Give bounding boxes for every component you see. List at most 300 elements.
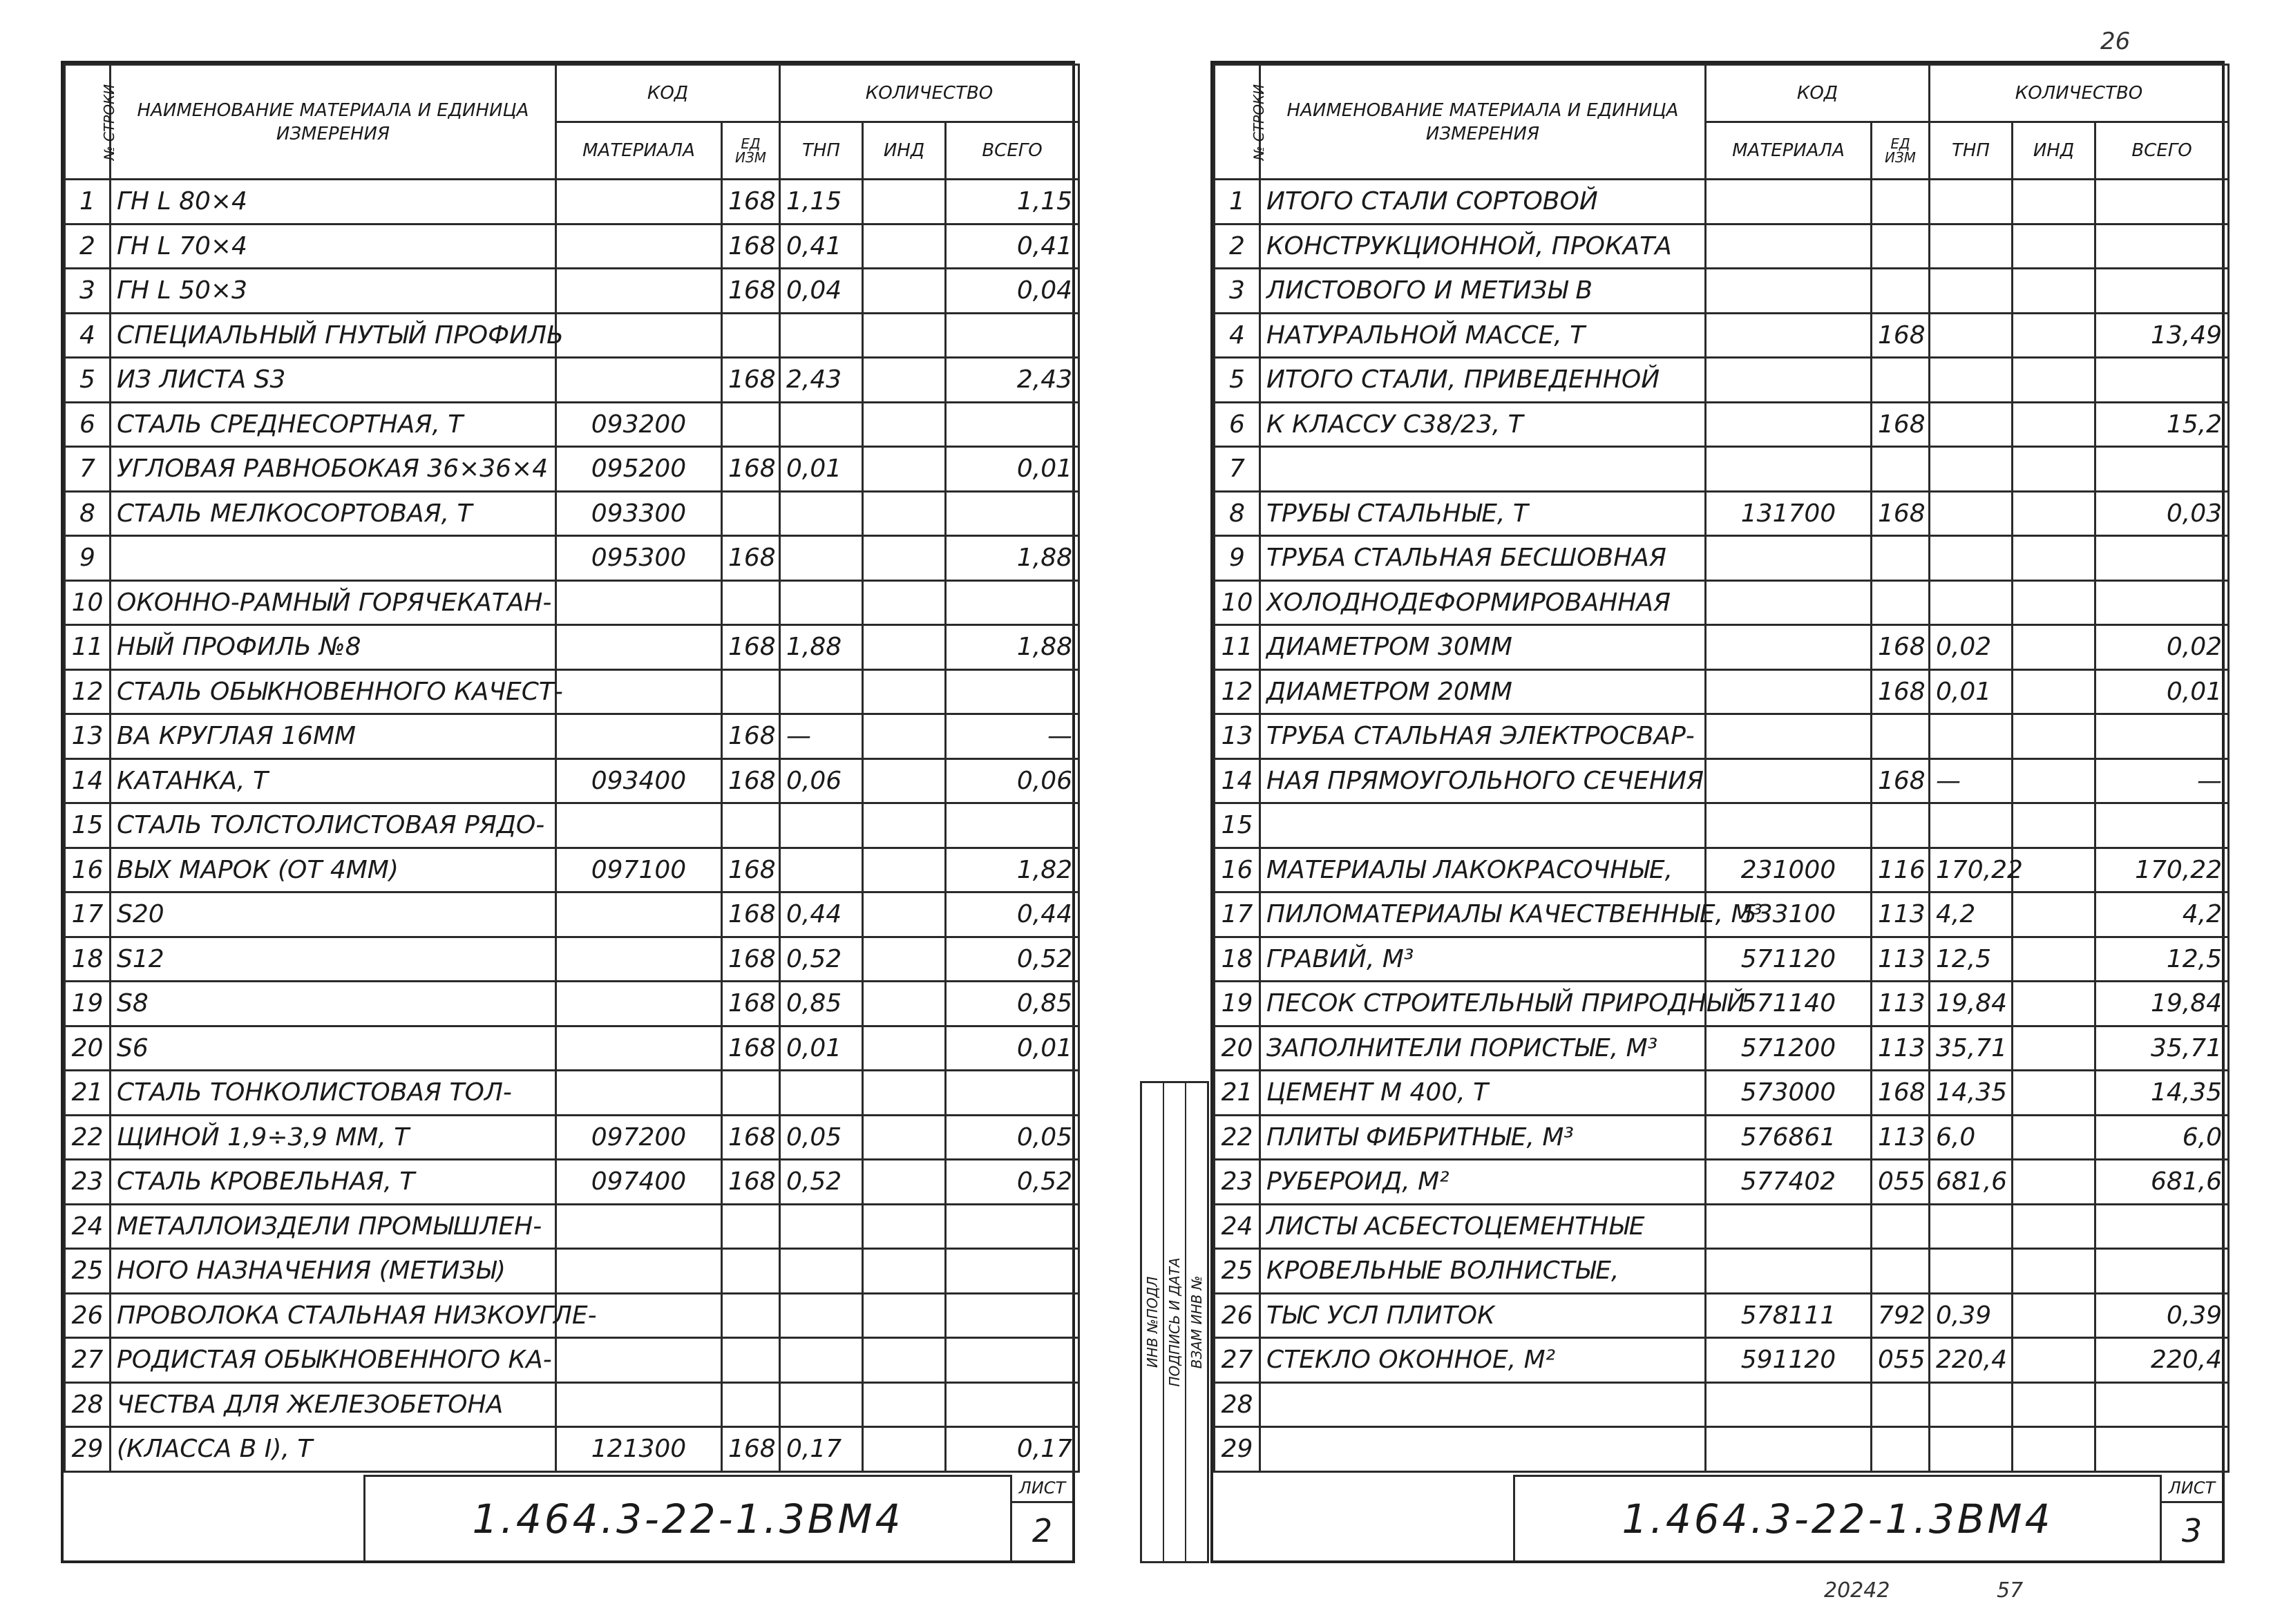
unit-code: 168 <box>722 937 780 982</box>
unit-code <box>722 402 780 447</box>
material-code: 576861 <box>1706 1115 1872 1160</box>
table-row <box>1215 269 2229 314</box>
qty-ind <box>863 180 946 225</box>
qty-typ <box>780 402 863 447</box>
unit-code: 113 <box>1872 1115 1930 1160</box>
unit-code <box>722 313 780 358</box>
table-row <box>1215 1382 2229 1427</box>
material-name: ВЫХ МАРОК (ОТ 4ММ) <box>111 848 556 892</box>
qty-ind <box>2013 937 2095 982</box>
qty-typ: — <box>1930 758 2013 803</box>
table-row <box>1215 669 2229 714</box>
material-code <box>556 1249 722 1294</box>
qty-typ <box>1930 180 2013 225</box>
material-name: СТАЛЬ СРЕДНЕСОРТНАЯ, Т <box>111 402 556 447</box>
qty-typ: 0,44 <box>780 892 863 937</box>
material-code: 093300 <box>556 491 722 536</box>
qty-total: 19,84 <box>2095 982 2229 1026</box>
material-code: 578111 <box>1706 1293 1872 1338</box>
qty-typ: 0,01 <box>1930 669 2013 714</box>
qty-typ: 0,06 <box>780 758 863 803</box>
row-number: 14 <box>1215 758 1260 803</box>
table-row <box>65 982 1079 1026</box>
qty-typ <box>780 313 863 358</box>
qty-typ: 1,88 <box>780 625 863 670</box>
unit-code: 168 <box>1872 313 1930 358</box>
qty-total: 0,03 <box>2095 491 2229 536</box>
qty-ind <box>863 402 946 447</box>
row-number: 10 <box>1215 580 1260 625</box>
unit-code <box>722 669 780 714</box>
sidebar-column-replacement <box>1186 1083 1207 1561</box>
header-qty-typ: ТНП <box>1930 122 2013 180</box>
material-name: ЛИСТОВОГО И МЕТИЗЫ В <box>1260 269 1706 314</box>
row-number: 23 <box>1215 1160 1260 1205</box>
sheet-label-left: ЛИСТ <box>1012 1475 1072 1503</box>
qty-total <box>946 491 1079 536</box>
qty-ind <box>863 1249 946 1294</box>
material-name: ИЗ ЛИСТА S3 <box>111 358 556 403</box>
header-row-no: № СТРОКИ <box>1215 65 1260 180</box>
qty-typ <box>780 491 863 536</box>
qty-total: 12,5 <box>2095 937 2229 982</box>
material-code <box>1706 313 1872 358</box>
table-row <box>1215 313 2229 358</box>
unit-code <box>1872 1427 1930 1472</box>
material-name: ЗАПОЛНИТЕЛИ ПОРИСТЫЕ, М³ <box>1260 1026 1706 1071</box>
qty-typ <box>780 669 863 714</box>
qty-typ: 4,2 <box>1930 892 2013 937</box>
table-row <box>65 937 1079 982</box>
qty-ind <box>2013 1293 2095 1338</box>
qty-ind <box>863 848 946 892</box>
unit-code: 055 <box>1872 1160 1930 1205</box>
title-block-right <box>1513 1475 2160 1560</box>
qty-total <box>2095 224 2229 269</box>
material-code: 571120 <box>1706 937 1872 982</box>
material-name: ТРУБА СТАЛЬНАЯ БЕСШОВНАЯ <box>1260 536 1706 581</box>
qty-ind <box>2013 714 2095 759</box>
material-code <box>556 937 722 982</box>
material-code <box>556 180 722 225</box>
qty-typ <box>1930 1382 2013 1427</box>
table-row <box>65 358 1079 403</box>
qty-ind <box>863 358 946 403</box>
qty-total: 0,05 <box>946 1115 1079 1160</box>
row-number: 11 <box>1215 625 1260 670</box>
header-qty: КОЛИЧЕСТВО <box>780 65 1079 122</box>
unit-code <box>722 1338 780 1383</box>
table-row <box>1215 180 2229 225</box>
row-number: 8 <box>65 491 111 536</box>
header-row-no: № СТРОКИ <box>65 65 111 180</box>
unit-code: 113 <box>1872 982 1930 1026</box>
material-name: РОДИСТАЯ ОБЫКНОВЕННОГО КА- <box>111 1338 556 1383</box>
row-number: 25 <box>1215 1249 1260 1294</box>
row-number: 5 <box>1215 358 1260 403</box>
qty-typ <box>1930 803 2013 848</box>
material-name: ДИАМЕТРОМ 30ММ <box>1260 625 1706 670</box>
header-qty-ind: ИНД <box>863 122 946 180</box>
qty-ind <box>2013 1427 2095 1472</box>
qty-total: 0,02 <box>2095 625 2229 670</box>
material-name <box>1260 1427 1706 1472</box>
qty-typ: 0,01 <box>780 447 863 492</box>
unit-code: 116 <box>1872 848 1930 892</box>
unit-code: 168 <box>722 224 780 269</box>
material-code: 231000 <box>1706 848 1872 892</box>
material-name: К КЛАССУ С38/23, Т <box>1260 402 1706 447</box>
table-row <box>65 536 1079 581</box>
row-number: 6 <box>1215 402 1260 447</box>
table-row <box>65 402 1079 447</box>
qty-ind <box>2013 803 2095 848</box>
sheet-number-left: 2 <box>1032 1512 1053 1549</box>
material-code: 591120 <box>1706 1338 1872 1383</box>
qty-total <box>2095 803 2229 848</box>
sheet-number-right: 3 <box>2181 1512 2203 1549</box>
row-number: 2 <box>65 224 111 269</box>
qty-total <box>2095 447 2229 492</box>
doc-code-left: 1.464.3-22-1.3ВМ4 <box>472 1495 904 1542</box>
table-row <box>65 1427 1079 1472</box>
qty-ind <box>2013 1249 2095 1294</box>
material-code: 571140 <box>1706 982 1872 1026</box>
header-qty: КОЛИЧЕСТВО <box>1930 65 2229 122</box>
spec-table-left <box>64 64 1080 1473</box>
table-row <box>65 892 1079 937</box>
qty-total: 0,01 <box>2095 669 2229 714</box>
qty-ind <box>863 1427 946 1472</box>
material-code <box>556 1338 722 1383</box>
material-code: 121300 <box>556 1427 722 1472</box>
qty-total: 1,88 <box>946 625 1079 670</box>
spec-table-right <box>1213 64 2230 1473</box>
material-name: S12 <box>111 937 556 982</box>
qty-total <box>946 313 1079 358</box>
material-code: 573000 <box>1706 1071 1872 1116</box>
material-code <box>556 1204 722 1249</box>
material-name: ЩИНОЙ 1,9÷3,9 ММ, Т <box>111 1115 556 1160</box>
qty-ind <box>2013 580 2095 625</box>
row-number: 5 <box>65 358 111 403</box>
material-name: ПИЛОМАТЕРИАЛЫ КАЧЕСТВЕННЫЕ, М³ <box>1260 892 1706 937</box>
qty-total <box>946 580 1079 625</box>
unit-code: 113 <box>1872 937 1930 982</box>
unit-code: 055 <box>1872 1338 1930 1383</box>
unit-code <box>1872 1249 1930 1294</box>
unit-code <box>1872 1204 1930 1249</box>
material-code: 093400 <box>556 758 722 803</box>
material-code <box>556 224 722 269</box>
page-mark-bottom-right: 57 <box>1997 1578 2024 1603</box>
material-name <box>111 536 556 581</box>
unit-code: 168 <box>1872 758 1930 803</box>
unit-code <box>1872 580 1930 625</box>
qty-typ: 220,4 <box>1930 1338 2013 1383</box>
material-name: (КЛАССА В I), Т <box>111 1427 556 1472</box>
unit-code: 168 <box>722 447 780 492</box>
header-code-material: МАТЕРИАЛА <box>1706 122 1872 180</box>
material-name: РУБЕРОИД, М² <box>1260 1160 1706 1205</box>
qty-ind <box>863 1293 946 1338</box>
unit-code: 168 <box>722 982 780 1026</box>
row-number: 21 <box>1215 1071 1260 1116</box>
row-number: 28 <box>65 1382 111 1427</box>
table-row <box>65 669 1079 714</box>
table-row <box>1215 803 2229 848</box>
row-number: 26 <box>65 1293 111 1338</box>
sheet-right <box>1210 61 2225 1563</box>
table-row <box>65 1026 1079 1071</box>
qty-typ <box>780 1382 863 1427</box>
table-row <box>1215 1338 2229 1383</box>
row-number: 18 <box>65 937 111 982</box>
qty-typ: 170,22 <box>1930 848 2013 892</box>
qty-typ <box>780 848 863 892</box>
qty-total <box>2095 1249 2229 1294</box>
row-number: 9 <box>1215 536 1260 581</box>
unit-code <box>722 803 780 848</box>
qty-total <box>946 1204 1079 1249</box>
material-name: СТЕКЛО ОКОННОЕ, М² <box>1260 1338 1706 1383</box>
material-code: 097400 <box>556 1160 722 1205</box>
table-row <box>1215 758 2229 803</box>
material-name: МАТЕРИАЛЫ ЛАКОКРАСОЧНЫЕ, <box>1260 848 1706 892</box>
qty-ind <box>2013 536 2095 581</box>
material-code <box>556 1026 722 1071</box>
qty-ind <box>863 313 946 358</box>
qty-ind <box>863 491 946 536</box>
qty-ind <box>863 758 946 803</box>
table-row <box>1215 447 2229 492</box>
material-code <box>556 580 722 625</box>
material-name: ВА КРУГЛАЯ 16ММ <box>111 714 556 759</box>
qty-ind <box>2013 358 2095 403</box>
qty-typ <box>1930 1249 2013 1294</box>
qty-ind <box>863 1338 946 1383</box>
material-code <box>1706 1382 1872 1427</box>
qty-ind <box>863 982 946 1026</box>
qty-total <box>946 1338 1079 1383</box>
material-code: 095300 <box>556 536 722 581</box>
qty-typ: 12,5 <box>1930 937 2013 982</box>
material-name <box>1260 1382 1706 1427</box>
header-code-unit: ЕД ИЗМ <box>722 122 780 180</box>
header-name: НАИМЕНОВАНИЕ МАТЕРИАЛА И ЕДИНИЦА ИЗМЕРЕНИЯ <box>111 65 556 180</box>
material-name: УГЛОВАЯ РАВНОБОКАЯ 36×36×4 <box>111 447 556 492</box>
material-name: ТРУБА СТАЛЬНАЯ ЭЛЕКТРОСВАР- <box>1260 714 1706 759</box>
qty-total: — <box>946 714 1079 759</box>
qty-total: 0,01 <box>946 1026 1079 1071</box>
row-number: 13 <box>1215 714 1260 759</box>
table-row <box>1215 536 2229 581</box>
material-name: НОГО НАЗНАЧЕНИЯ (МЕТИЗЫ) <box>111 1249 556 1294</box>
table-row <box>1215 848 2229 892</box>
qty-typ: 2,43 <box>780 358 863 403</box>
material-code <box>556 269 722 314</box>
qty-ind <box>2013 1204 2095 1249</box>
table-row <box>65 803 1079 848</box>
header-name: НАИМЕНОВАНИЕ МАТЕРИАЛА И ЕДИНИЦА ИЗМЕРЕНИЯ <box>1260 65 1706 180</box>
material-code <box>556 1382 722 1427</box>
qty-typ: 35,71 <box>1930 1026 2013 1071</box>
material-code: 577402 <box>1706 1160 1872 1205</box>
row-number: 22 <box>65 1115 111 1160</box>
qty-total <box>946 1071 1079 1116</box>
material-code <box>556 358 722 403</box>
unit-code: 113 <box>1872 1026 1930 1071</box>
unit-code <box>1872 803 1930 848</box>
material-code <box>556 625 722 670</box>
qty-total: 35,71 <box>2095 1026 2229 1071</box>
qty-ind <box>2013 758 2095 803</box>
unit-code <box>1872 358 1930 403</box>
qty-ind <box>2013 447 2095 492</box>
qty-total <box>2095 269 2229 314</box>
material-code: 093200 <box>556 402 722 447</box>
unit-code: 168 <box>722 1115 780 1160</box>
qty-ind <box>2013 892 2095 937</box>
material-name: ТЫС УСЛ ПЛИТОК <box>1260 1293 1706 1338</box>
table-row <box>65 224 1079 269</box>
qty-total: 681,6 <box>2095 1160 2229 1205</box>
qty-typ <box>780 1204 863 1249</box>
material-code <box>556 982 722 1026</box>
qty-typ <box>1930 358 2013 403</box>
table-row <box>1215 982 2229 1026</box>
material-name: ОКОННО-РАМНЫЙ ГОРЯЧЕКАТАН- <box>111 580 556 625</box>
qty-ind <box>863 1026 946 1071</box>
header-qty-typ: ТНП <box>780 122 863 180</box>
qty-total: 4,2 <box>2095 892 2229 937</box>
material-name: S20 <box>111 892 556 937</box>
qty-typ <box>780 1249 863 1294</box>
material-code <box>1706 803 1872 848</box>
material-code <box>1706 1204 1872 1249</box>
material-code <box>556 714 722 759</box>
qty-ind <box>863 669 946 714</box>
qty-typ: 6,0 <box>1930 1115 2013 1160</box>
table-row <box>65 1382 1079 1427</box>
material-name: ПРОВОЛОКА СТАЛЬНАЯ НИЗКОУГЛЕ- <box>111 1293 556 1338</box>
row-number: 15 <box>65 803 111 848</box>
sidebar-label-signature: ПОДПИСЬ И ДАТА <box>1166 1257 1183 1387</box>
qty-ind <box>2013 982 2095 1026</box>
material-code: 097200 <box>556 1115 722 1160</box>
qty-typ <box>780 1071 863 1116</box>
table-row <box>1215 1071 2229 1116</box>
qty-ind <box>2013 1071 2095 1116</box>
row-number: 27 <box>65 1338 111 1383</box>
table-row <box>65 269 1079 314</box>
unit-code <box>722 1293 780 1338</box>
unit-code <box>1872 536 1930 581</box>
row-number: 29 <box>1215 1427 1260 1472</box>
row-number: 16 <box>1215 848 1260 892</box>
qty-typ: 0,41 <box>780 224 863 269</box>
qty-typ: 0,85 <box>780 982 863 1026</box>
table-row <box>65 1160 1079 1205</box>
header-qty-total: ВСЕГО <box>2095 122 2229 180</box>
sidebar-label-inv-no: ИНВ №ПОДЛ <box>1144 1276 1161 1368</box>
unit-code <box>722 580 780 625</box>
sidebar-label-replacement: ВЗАМ ИНВ № <box>1188 1275 1205 1369</box>
qty-total <box>946 803 1079 848</box>
qty-typ: 0,52 <box>780 1160 863 1205</box>
qty-typ: — <box>780 714 863 759</box>
material-code: 095200 <box>556 447 722 492</box>
row-number: 1 <box>65 180 111 225</box>
material-code <box>556 669 722 714</box>
table-row <box>1215 1249 2229 1294</box>
qty-total: 0,85 <box>946 982 1079 1026</box>
sidebar-column-signature <box>1164 1083 1186 1561</box>
material-code <box>556 892 722 937</box>
table-row <box>65 625 1079 670</box>
qty-total <box>2095 180 2229 225</box>
material-name: СТАЛЬ МЕЛКОСОРТОВАЯ, Т <box>111 491 556 536</box>
qty-typ <box>1930 580 2013 625</box>
unit-code <box>722 1071 780 1116</box>
row-number: 21 <box>65 1071 111 1116</box>
qty-total <box>946 402 1079 447</box>
table-row <box>65 1071 1079 1116</box>
table-row <box>65 1204 1079 1249</box>
material-code <box>1706 758 1872 803</box>
table-row <box>65 180 1079 225</box>
row-number: 12 <box>65 669 111 714</box>
material-code <box>1706 1249 1872 1294</box>
unit-code: 168 <box>1872 625 1930 670</box>
qty-typ: 681,6 <box>1930 1160 2013 1205</box>
material-name: МЕТАЛЛОИЗДЕЛИ ПРОМЫШЛЕН- <box>111 1204 556 1249</box>
doc-code-right: 1.464.3-22-1.3ВМ4 <box>1622 1495 2053 1542</box>
row-number: 23 <box>65 1160 111 1205</box>
qty-total: 0,52 <box>946 1160 1079 1205</box>
table-row <box>65 758 1079 803</box>
qty-typ: 1,15 <box>780 180 863 225</box>
unit-code <box>1872 180 1930 225</box>
qty-typ <box>780 1293 863 1338</box>
qty-ind <box>2013 402 2095 447</box>
header-code: КОД <box>556 65 780 122</box>
qty-typ: 0,04 <box>780 269 863 314</box>
unit-code <box>722 1382 780 1427</box>
qty-total: 0,52 <box>946 937 1079 982</box>
header-qty-ind: ИНД <box>2013 122 2095 180</box>
row-number: 13 <box>65 714 111 759</box>
qty-typ: 0,52 <box>780 937 863 982</box>
material-code <box>1706 580 1872 625</box>
material-name: ПЛИТЫ ФИБРИТНЫЕ, М³ <box>1260 1115 1706 1160</box>
qty-total <box>946 669 1079 714</box>
qty-total <box>946 1382 1079 1427</box>
material-name: НАТУРАЛЬНОЙ МАССЕ, Т <box>1260 313 1706 358</box>
row-number: 25 <box>65 1249 111 1294</box>
row-number: 24 <box>65 1204 111 1249</box>
qty-ind <box>863 803 946 848</box>
qty-total <box>2095 358 2229 403</box>
material-name: ГН L 50×3 <box>111 269 556 314</box>
material-name: СТАЛЬ ОБЫКНОВЕННОГО КАЧЕСТ- <box>111 669 556 714</box>
unit-code: 168 <box>722 269 780 314</box>
qty-ind <box>863 1204 946 1249</box>
table-row <box>1215 1204 2229 1249</box>
material-name: ЧЕСТВА ДЛЯ ЖЕЛЕЗОБЕТОНА <box>111 1382 556 1427</box>
qty-total <box>2095 714 2229 759</box>
row-number: 14 <box>65 758 111 803</box>
